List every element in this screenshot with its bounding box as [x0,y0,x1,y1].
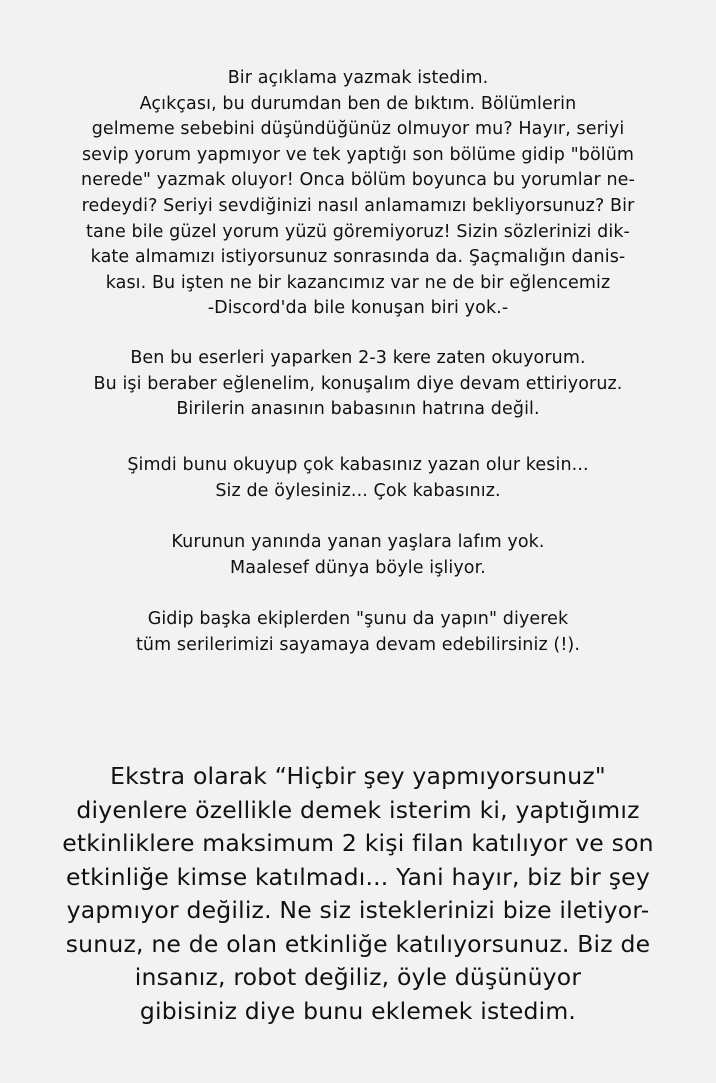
text-line: redeydi? Seriyi sevdiğinizi nasıl anlamamızı bekliyorsunuz? Bir [81,195,635,216]
text-line: Bir açıklama yazmak istedim. [227,68,489,88]
paragraph-other-teams [0,607,716,658]
text-line: Açıkçası, bu durumdan ben de bıktım. Bölümlerin [139,93,577,114]
text-line: tüm serilerimizi sayamaya devam edebilirsiniz (!). [135,634,581,655]
text-line: Siz de öylesiniz... Çok kabasınız. [215,480,501,501]
text-line: etkinliklere maksimum 2 kişi filan katılıyor ve son [62,829,654,857]
text-line: sevip yorum yapmıyor ve tek yaptığı son bölüme gidip "bölüm [81,144,635,165]
text-line: etkinliğe kimse katılmadı... Yani hayır, biz bir şey [66,862,650,891]
text-line: gelmeme sebebini düşündüğünüz olmuyor mu? Hayır, seriyi [91,119,625,140]
text-line: Ben bu eserleri yaparken 2-3 kere zaten okuyorum. [130,348,586,368]
text-line: diyenlere özellikle demek isterim ki, yaptığımız [76,795,640,824]
text-line: Şimdi bunu okuyup çok kabasınız yazan olur kesin... [127,455,589,475]
text-line: sunuz, ne de olan etkinliğe katılıyorsunuz. Biz de [65,929,651,958]
text-line: kate almamızı istiyorsunuz sonrasında da. Şaçmalığın danis- [90,247,626,268]
text-line: gibisiniz diye bunu eklemek istedim. [139,996,577,1025]
text-line: -Discord'da bile konuşan biri yok.- [207,298,509,319]
text-line: tane bile güzel yorum yüzü göremiyoruz! Sizin sözlerinizi dik- [86,221,630,242]
text-line: kası. Bu işten ne bir kazancımız var ne de bir eğlencemiz [105,272,611,293]
text-line: Kurunun yanında yanan yaşlara lafım yok. [171,532,545,552]
text-line: insanız, robot değiliz, öyle düşünüyor [134,963,582,991]
paragraph-explanation [0,66,716,322]
text-line: yapmıyor değiliz. Ne siz isteklerinizi bize iletiyor- [66,896,650,924]
paragraph-world [0,530,716,581]
text-line: Gidip başka ekiplerden "şunu da yapın" diyerek [147,609,569,629]
paragraph-extra [0,760,716,1028]
text-line: Birilerin anasının babasının hatrına değil. [176,399,540,420]
paragraph-reading [0,346,716,423]
text-line: Bu işi beraber eğlenelim, konuşalım diye devam ettiriyoruz. [93,373,623,394]
text-line: Maalesef dünya böyle işliyor. [230,557,486,578]
paragraph-rude [0,453,716,504]
text-line: nerede" yazmak oluyor! Onca bölüm boyunca bu yorumlar ne- [81,170,635,191]
text-line: Ekstra olarak “Hiçbir şey yapmıyorsunuz" [110,762,606,790]
